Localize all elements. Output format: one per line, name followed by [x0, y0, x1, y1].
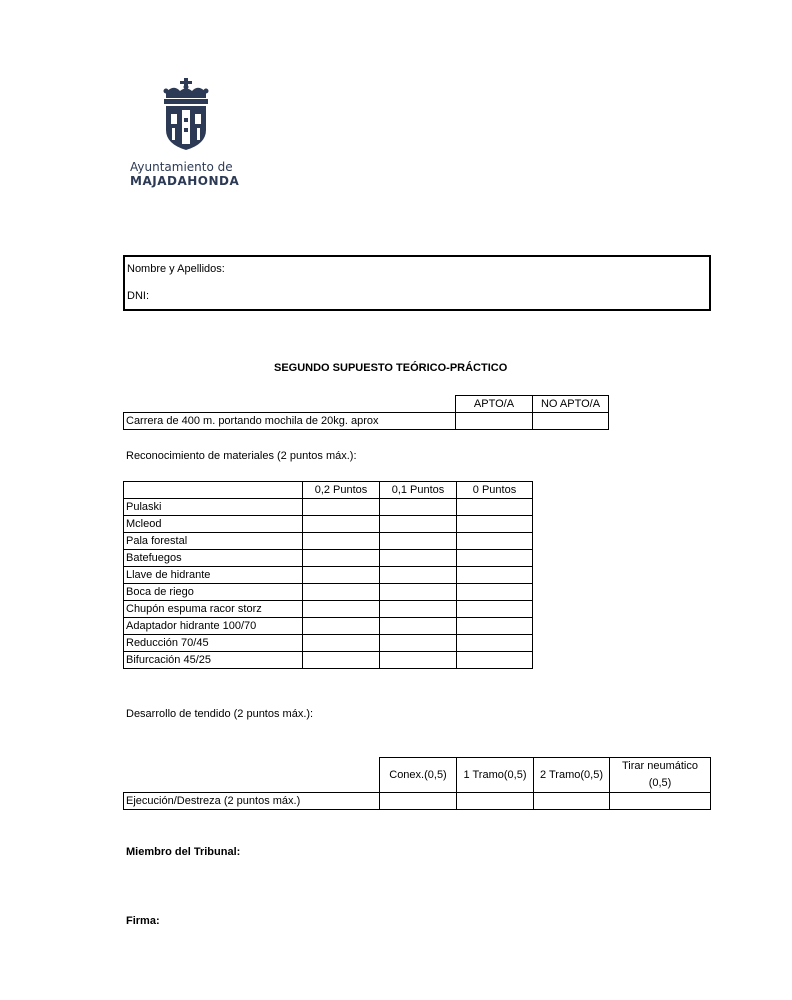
score-cell[interactable]	[380, 584, 457, 601]
material-label: Boca de riego	[124, 584, 303, 601]
score-cell[interactable]	[303, 584, 380, 601]
score-cell[interactable]	[303, 618, 380, 635]
score-cell[interactable]	[457, 567, 533, 584]
table-row	[124, 618, 533, 635]
table-cell	[124, 482, 303, 499]
material-label: Pulaski	[124, 499, 303, 516]
score-cell[interactable]	[303, 601, 380, 618]
score-cell[interactable]	[457, 601, 533, 618]
material-label: Reducción 70/45	[124, 635, 303, 652]
material-label: Adaptador hidrante 100/70	[124, 618, 303, 635]
score-cell[interactable]	[456, 413, 533, 430]
column-header: 0,2 Puntos	[303, 482, 380, 499]
material-label: Bifurcación 45/25	[124, 652, 303, 669]
score-cell[interactable]	[303, 635, 380, 652]
column-header	[610, 758, 711, 793]
table-row	[124, 550, 533, 567]
table-row	[124, 482, 533, 499]
score-cell[interactable]	[303, 652, 380, 669]
name-label: Nombre y Apellidos:	[127, 263, 225, 275]
score-cell[interactable]	[303, 499, 380, 516]
table-row	[124, 413, 609, 430]
column-header-line: Tirar neumático	[621, 760, 698, 772]
score-cell[interactable]	[457, 793, 534, 810]
score-cell[interactable]	[380, 793, 457, 810]
materials-table	[123, 481, 533, 669]
logo-line-2: MAJADAHONDA	[130, 174, 240, 188]
tribunal-label: Miembro del Tribunal:	[126, 846, 241, 858]
material-label: Pala forestal	[124, 533, 303, 550]
table-row	[124, 567, 533, 584]
table-cell	[124, 396, 456, 413]
row-label: Carrera de 400 m. portando mochila de 20kg. aprox	[124, 413, 456, 430]
table-row	[124, 601, 533, 618]
table-row	[124, 584, 533, 601]
score-cell[interactable]	[457, 550, 533, 567]
material-label: Mcleod	[124, 516, 303, 533]
identity-box	[123, 255, 711, 311]
score-cell[interactable]	[380, 618, 457, 635]
score-cell[interactable]	[380, 652, 457, 669]
firma-label: Firma:	[126, 915, 160, 927]
page-title: SEGUNDO SUPUESTO TEÓRICO-PRÁCTICO	[274, 362, 508, 374]
table-cell	[124, 758, 380, 793]
score-cell[interactable]	[457, 618, 533, 635]
column-header: 0,1 Puntos	[380, 482, 457, 499]
material-label: Batefuegos	[124, 550, 303, 567]
dni-label: DNI:	[127, 290, 149, 302]
running-table	[123, 395, 609, 430]
material-label: Chupón espuma racor storz	[124, 601, 303, 618]
table-row	[124, 516, 533, 533]
score-cell[interactable]	[610, 793, 711, 810]
score-cell[interactable]	[303, 533, 380, 550]
coat-of-arms-icon	[160, 78, 212, 152]
table-row	[124, 635, 533, 652]
score-cell[interactable]	[303, 567, 380, 584]
score-cell[interactable]	[380, 601, 457, 618]
column-header: 0 Puntos	[457, 482, 533, 499]
score-cell[interactable]	[380, 533, 457, 550]
column-header: 2 Tramo(0,5)	[534, 758, 610, 793]
score-cell[interactable]	[457, 499, 533, 516]
score-cell[interactable]	[457, 584, 533, 601]
score-cell[interactable]	[457, 533, 533, 550]
tendido-heading: Desarrollo de tendido (2 puntos máx.):	[126, 708, 314, 720]
logo-line-1: Ayuntamiento de	[130, 160, 233, 174]
table-row	[124, 758, 711, 793]
score-cell[interactable]	[457, 635, 533, 652]
score-cell[interactable]	[380, 550, 457, 567]
table-row	[124, 793, 711, 810]
score-cell[interactable]	[534, 793, 610, 810]
score-cell[interactable]	[457, 652, 533, 669]
materials-heading: Reconocimiento de materiales (2 puntos máx.):	[126, 450, 357, 462]
score-cell[interactable]	[380, 567, 457, 584]
column-header: Conex.(0,5)	[380, 758, 457, 793]
column-header: NO APTO/A	[533, 396, 609, 413]
tendido-table	[123, 757, 711, 810]
score-cell[interactable]	[457, 516, 533, 533]
material-label: Llave de hidrante	[124, 567, 303, 584]
column-header-line: (0,5)	[648, 777, 672, 789]
table-row	[124, 533, 533, 550]
score-cell[interactable]	[303, 550, 380, 567]
score-cell[interactable]	[380, 516, 457, 533]
score-cell[interactable]	[380, 635, 457, 652]
table-row	[124, 396, 609, 413]
table-row	[124, 652, 533, 669]
row-label: Ejecución/Destreza (2 puntos máx.)	[124, 793, 380, 810]
table-row	[124, 499, 533, 516]
column-header: APTO/A	[456, 396, 533, 413]
score-cell[interactable]	[303, 516, 380, 533]
column-header: 1 Tramo(0,5)	[457, 758, 534, 793]
score-cell[interactable]	[533, 413, 609, 430]
score-cell[interactable]	[380, 499, 457, 516]
